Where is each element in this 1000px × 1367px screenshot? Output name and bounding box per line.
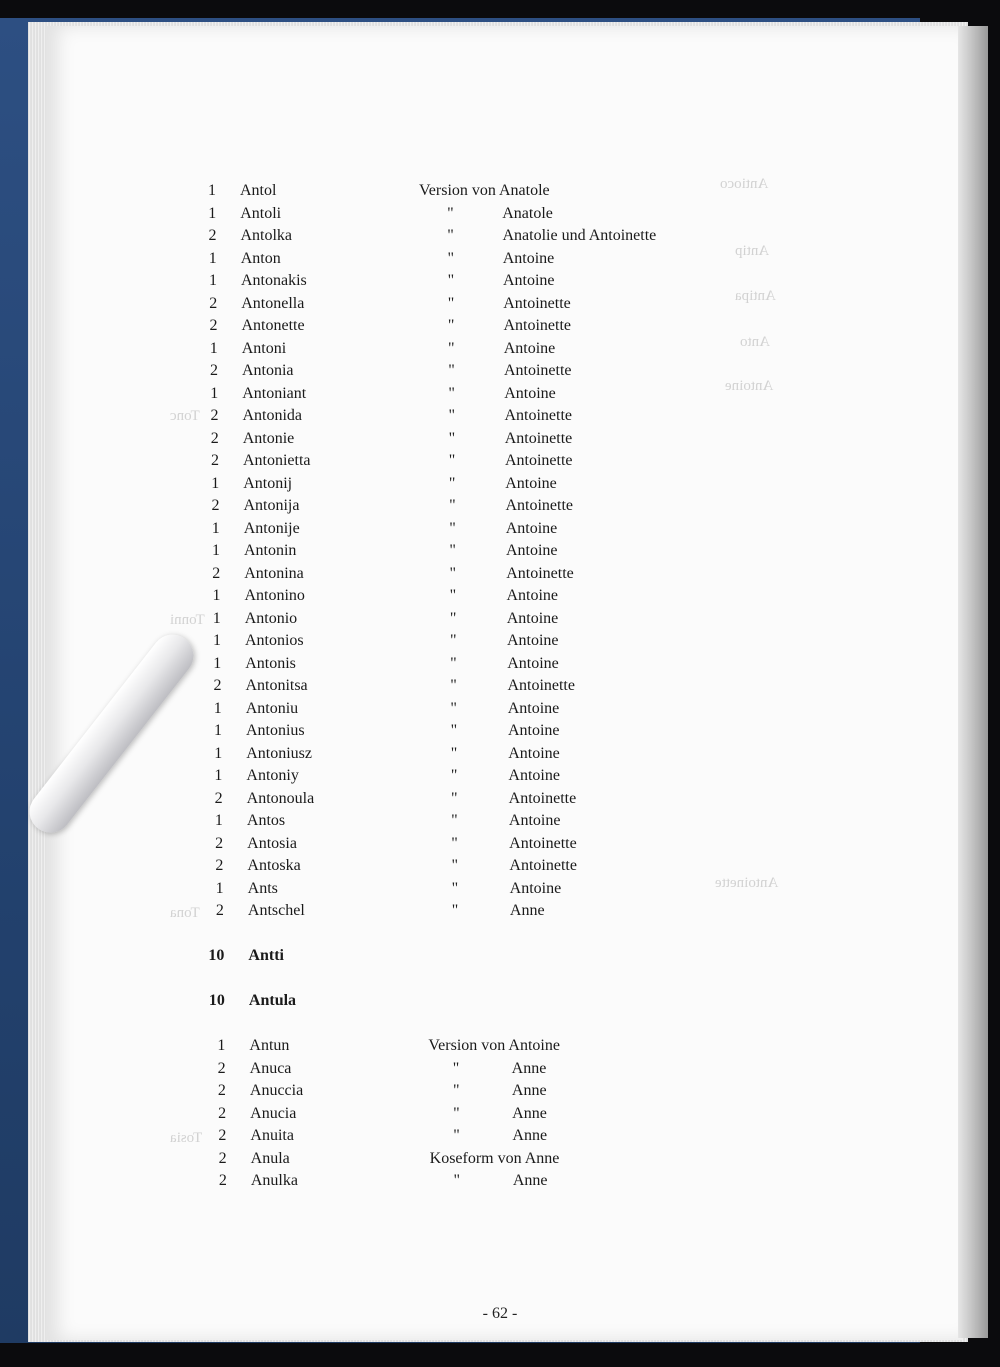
entry-count: 1 <box>213 699 222 717</box>
ditto-mark: " <box>447 272 455 289</box>
entry-count: 1 <box>213 654 222 672</box>
entry-count: 1 <box>214 767 223 784</box>
entry-meaning: Anatole <box>502 204 553 222</box>
show-through-text: Tosia <box>170 1130 203 1146</box>
ditto-mark: " <box>450 744 458 762</box>
ditto-mark: " <box>448 384 455 402</box>
show-through-text: Tonc <box>170 408 200 424</box>
entry-count: 2 <box>209 362 218 379</box>
ditto-mark: " <box>447 204 454 222</box>
entry-meaning: Antoine <box>505 519 558 537</box>
entry-count: 2 <box>218 1104 227 1122</box>
entry-name: Antonoula <box>246 789 315 807</box>
entry-name: Antonis <box>245 654 296 672</box>
entry-meaning: Antoinette <box>505 497 573 514</box>
entry-meaning: Anne <box>509 902 545 919</box>
entry-count: 1 <box>209 339 218 357</box>
entry-meaning: Antoine <box>507 722 560 739</box>
entry-count: 1 <box>208 272 217 289</box>
entry-meaning: Anatolie und Antoinette <box>502 227 657 244</box>
entry-meaning: Version von Anatole <box>419 182 550 199</box>
ditto-mark: " <box>451 789 458 807</box>
entry-meaning: Antoine <box>506 632 559 649</box>
entry-count: 1 <box>208 204 217 222</box>
ditto-mark: " <box>451 812 458 829</box>
ditto-mark: " <box>449 632 457 649</box>
entry-meaning: Antoine <box>503 339 556 357</box>
entry-meaning: Version von Antoine <box>428 1037 560 1054</box>
entry-count: 1 <box>208 182 216 199</box>
entry-meaning: Antoinette <box>503 294 571 312</box>
ditto-mark: " <box>449 587 457 604</box>
entry-meaning: Koseform von Anne <box>429 1149 560 1167</box>
entry-name: Antoli <box>240 204 282 222</box>
ditto-mark: " <box>447 249 454 267</box>
entry-meaning: Antoine <box>504 384 556 402</box>
entry-meaning: Anne <box>511 1082 547 1099</box>
entry-name: Antonella <box>241 294 305 312</box>
ditto-mark: " <box>448 429 456 447</box>
show-through-text: Tona <box>170 905 200 921</box>
entry-meaning: Antoinette <box>503 317 572 334</box>
entry-name: Antonino <box>244 587 305 604</box>
entry-name: Antonije <box>243 519 300 537</box>
entry-meaning: Antoinette <box>507 677 575 694</box>
entry-count: 1 <box>217 1037 226 1054</box>
entry-count: 1 <box>212 632 221 649</box>
entry-name: Anucia <box>250 1104 297 1122</box>
entry-meaning: Antoine <box>502 272 555 289</box>
entry-meaning: Antoinette <box>503 362 572 379</box>
ditto-mark: " <box>448 452 456 469</box>
entry-meaning: Anne <box>512 1127 548 1144</box>
entry-name: Antonina <box>244 564 304 582</box>
ditto-mark: " <box>450 677 457 694</box>
entry-meaning: Antoine <box>508 767 560 784</box>
entry-count: 2 <box>209 317 218 334</box>
entry-count: 2 <box>210 429 219 447</box>
entry-meaning: Antoinette <box>504 407 573 424</box>
entry-meaning: Antoine <box>506 587 558 604</box>
entry-name: Antonia <box>241 362 294 379</box>
entry-name: Ants <box>247 879 278 897</box>
entry-meaning: Antoine <box>507 699 560 717</box>
entry-name: Antoniy <box>246 767 299 784</box>
entry-count: 2 <box>218 1172 227 1189</box>
show-through-text: Tonni <box>170 612 205 628</box>
ditto-mark: " <box>448 339 455 357</box>
entry-name: Antti <box>248 947 284 964</box>
page-curl-edge <box>958 26 988 1338</box>
entry-name: Antonin <box>243 542 297 559</box>
entry-count: 2 <box>215 834 224 852</box>
entry-meaning: Antoinette <box>508 789 577 807</box>
ditto-mark: " <box>451 902 459 919</box>
entry-name: Anuita <box>250 1127 294 1144</box>
entry-count: 1 <box>210 384 219 402</box>
ditto-mark: " <box>450 767 458 784</box>
ditto-mark: " <box>452 1059 460 1077</box>
entry-name: Antonios <box>244 632 304 649</box>
entry-count: 2 <box>213 677 222 694</box>
entry-meaning: Antoinette <box>504 429 573 447</box>
entry-name: Antoniant <box>242 384 307 402</box>
entry-count: 2 <box>218 1127 227 1144</box>
entry-meaning: Antoine <box>505 474 557 492</box>
entry-name: Antoniusz <box>246 744 312 762</box>
entry-count: 1 <box>213 722 222 739</box>
entry-name: Antonij <box>243 474 293 492</box>
ditto-mark: " <box>448 474 456 492</box>
ditto-mark: " <box>449 542 456 559</box>
ditto-mark: " <box>452 1082 460 1099</box>
entry-meaning: Anne <box>511 1059 547 1077</box>
ditto-mark: " <box>450 722 458 739</box>
ditto-mark: " <box>447 294 455 312</box>
show-through-text: Antoinette <box>715 875 779 891</box>
entry-count: 2 <box>217 1059 226 1077</box>
entry-meaning: Antoine <box>508 744 560 762</box>
entry-count: 2 <box>210 407 219 424</box>
entry-name: Antonio <box>244 609 298 627</box>
entry-count: 2 <box>215 902 224 919</box>
entry-name: Antos <box>246 812 286 829</box>
entry-count: 2 <box>215 857 224 874</box>
ditto-mark: " <box>453 1172 461 1189</box>
entry-name: Anuca <box>249 1059 292 1077</box>
entry-meaning: Anne <box>512 1172 548 1189</box>
show-through-text: Antoine <box>725 378 774 394</box>
page-number: - 62 - <box>482 1305 518 1322</box>
ditto-mark: " <box>449 564 457 582</box>
entry-name: Antonie <box>242 429 295 447</box>
ditto-mark: " <box>450 654 457 672</box>
entry-meaning: Antoine <box>502 249 555 267</box>
entry-name: Antol <box>240 182 277 199</box>
entry-count: 2 <box>218 1149 227 1167</box>
ditto-mark: " <box>451 879 459 897</box>
entry-meaning: Antoinette <box>506 564 574 582</box>
ditto-mark: " <box>449 497 456 514</box>
entry-count: 1 <box>211 542 220 559</box>
entry-count: 10 <box>208 992 225 1009</box>
entry-name: Antonius <box>245 722 305 739</box>
ditto-mark: " <box>453 1127 460 1144</box>
ditto-mark: " <box>447 317 455 334</box>
entry-name: Antonitsa <box>245 677 308 694</box>
entry-count: 1 <box>212 609 221 627</box>
entry-name: Antonakis <box>240 272 307 289</box>
entry-count: 2 <box>209 294 218 312</box>
entry-name: Antolka <box>240 227 293 244</box>
show-through-text: Antioco <box>720 176 769 192</box>
entry-count: 1 <box>211 519 220 537</box>
entry-count: 1 <box>214 744 223 762</box>
ditto-mark: " <box>450 699 457 717</box>
entry-name: Antoniu <box>245 699 299 717</box>
ditto-mark: " <box>449 609 457 627</box>
entry-meaning: Antoine <box>505 542 558 559</box>
entry-count: 1 <box>211 474 220 492</box>
entry-meaning: Antoine <box>508 812 561 829</box>
entry-meaning: Antoinette <box>509 857 577 874</box>
entry-name: Antonida <box>242 407 303 424</box>
entry-name: Antschel <box>247 902 305 919</box>
entry-name: Antoni <box>241 339 287 357</box>
entry-count: 1 <box>214 812 223 829</box>
entry-count: 2 <box>217 1082 226 1099</box>
entry-count: 2 <box>211 497 220 514</box>
ditto-mark: " <box>448 407 456 424</box>
entry-meaning: Anne <box>512 1104 547 1122</box>
show-through-text: Antip <box>735 243 770 259</box>
show-through-text: Antipa <box>735 288 776 304</box>
ditto-mark: " <box>451 834 458 852</box>
entry-meaning: Antoinette <box>509 834 577 852</box>
entry-name: Anuccia <box>249 1082 304 1099</box>
entry-name: Anulka <box>250 1172 298 1189</box>
entry-count: 1 <box>208 249 217 267</box>
entry-count: 1 <box>215 879 224 897</box>
entry-name: Antosia <box>247 834 297 852</box>
entry-name: Anula <box>250 1149 290 1167</box>
entry-name: Anton <box>240 249 281 267</box>
entry-count: 1 <box>212 587 221 604</box>
entry-count: 2 <box>214 789 223 807</box>
entry-name: Antula <box>248 992 297 1009</box>
entry-count: 10 <box>208 947 225 964</box>
entry-name: Antonietta <box>242 452 311 469</box>
ditto-mark: " <box>447 227 454 244</box>
ditto-mark: " <box>448 362 455 379</box>
entry-meaning: Antoinette <box>504 452 573 469</box>
entry-meaning: Antoine <box>509 879 562 897</box>
entry-name: Antonette <box>241 317 305 334</box>
ditto-mark: " <box>453 1104 460 1122</box>
entry-count: 2 <box>210 452 219 469</box>
entry-meaning: Antoine <box>506 609 559 627</box>
entry-meaning: Antoine <box>507 654 559 672</box>
entry-count: 2 <box>208 227 217 244</box>
entry-name: Antun <box>249 1037 290 1054</box>
ditto-mark: " <box>451 857 458 874</box>
ditto-mark: " <box>449 519 456 537</box>
entry-name: Antoska <box>247 857 301 874</box>
entry-name: Antonija <box>243 497 300 514</box>
entry-count: 2 <box>212 564 221 582</box>
show-through-text: Anto <box>740 334 770 350</box>
